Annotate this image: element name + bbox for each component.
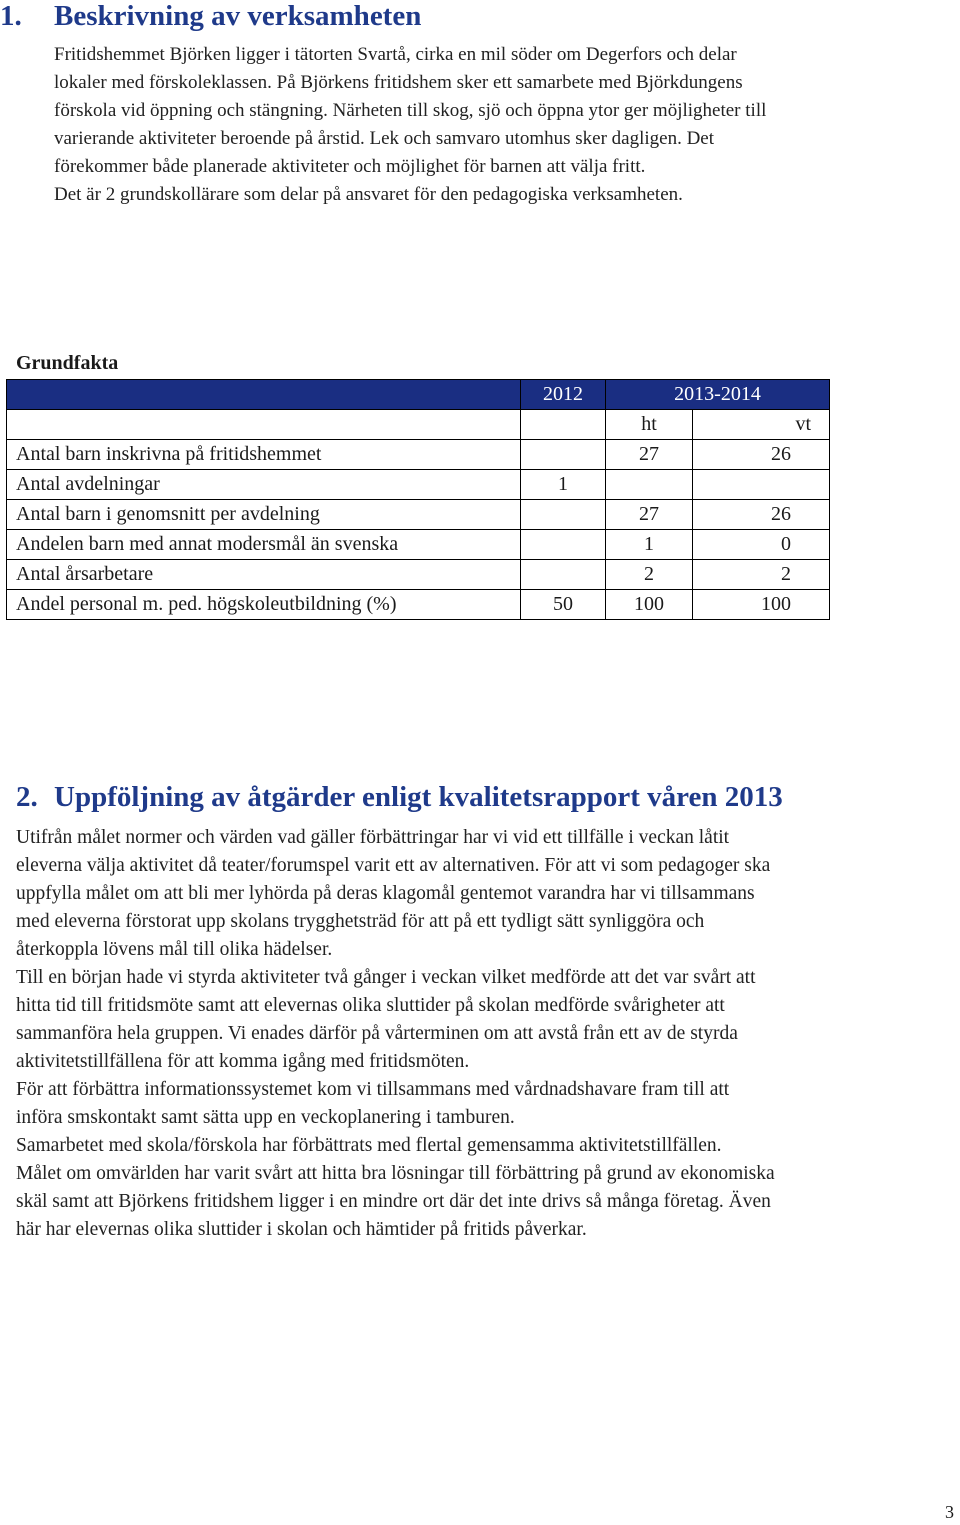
cell-2012: 50 (521, 590, 606, 620)
table-row (7, 470, 830, 500)
body-line: här har elevernas olika sluttider i skolan och hämtider på fritids påverkar. (16, 1219, 587, 1240)
table-row (7, 530, 830, 560)
cell-ht: 27 (606, 440, 693, 470)
row-label: Antal barn inskrivna på fritidshemmet (7, 440, 521, 470)
cell-vt: 2 (693, 560, 830, 590)
cell-2012 (521, 530, 606, 560)
body-line: återkoppla lövens mål till olika hädelser. (16, 939, 333, 960)
table-header-row (7, 380, 830, 410)
body-line: Utifrån målet normer och värden vad gäller förbättringar har vi vid ett tillfälle i veckan låtit (16, 827, 730, 848)
subheader-2012-cell (521, 410, 606, 440)
cell-2012: 1 (521, 470, 606, 500)
body-line: Fritidshemmet Björken ligger i tätorten Svartå, cirka en mil söder om Degerfors och delar (54, 44, 737, 65)
section-1-heading (0, 0, 421, 33)
body-line: införa smskontakt samt sätta upp en veckoplanering i tamburen. (16, 1107, 515, 1128)
body-line: Målet om omvärlden har varit svårt att hitta bra lösningar till förbättring på grund av ekonomiska (16, 1163, 775, 1184)
cell-ht: 100 (606, 590, 693, 620)
subheader-ht: ht (606, 410, 693, 440)
body-line: sammanföra hela gruppen. Vi enades därför på vårterminen om att avstå från ett av de styrda (16, 1023, 738, 1044)
cell-vt: 26 (693, 500, 830, 530)
row-label: Andel personal m. ped. högskoleutbildning (%) (7, 590, 521, 620)
body-line: aktivitetstillfällena för att komma igång med fritidsmöten. (16, 1051, 470, 1072)
section-1-title: Beskrivning av verksamheten (54, 0, 422, 32)
header-label-cell (7, 380, 521, 410)
section-1-body (54, 41, 960, 209)
body-line: För att förbättra informationssystemet kom vi tillsammans med vårdnadshavare fram till att (16, 1079, 730, 1100)
table-subheader-row (7, 410, 830, 440)
cell-2012 (521, 440, 606, 470)
cell-2012 (521, 500, 606, 530)
body-line: hitta tid till fritidsmöte samt att elevernas olika sluttider på skolan medförde svårigheter att (16, 995, 725, 1016)
body-line: varierande aktiviteter beroende på årstid. Lek och samvaro utomhus sker dagligen. Det (54, 128, 715, 149)
body-line: Till en början hade vi styrda aktiviteter två gånger i veckan vilket medförde att det var svårt att (16, 967, 756, 988)
row-label: Antal årsarbetare (7, 560, 521, 590)
body-line: Det är 2 grundskollärare som delar på ansvaret för den pedagogiska verksamheten. (54, 184, 683, 205)
table-row (7, 560, 830, 590)
body-line: eleverna välja aktivitet då teater/forumspel varit ett av alternativen. För att vi som pedagoger ska (16, 855, 771, 876)
cell-ht (606, 470, 693, 500)
cell-vt (693, 470, 830, 500)
body-line: förskola vid öppning och stängning. Närheten till skog, sjö och öppna ytor ger möjligheter till (54, 100, 767, 121)
table-row (7, 590, 830, 620)
body-line: Samarbetet med skola/förskola har förbättrats med flertal gemensamma aktivitetstillfällen. (16, 1135, 722, 1156)
cell-vt: 0 (693, 530, 830, 560)
section-2-body (16, 824, 960, 1244)
header-year-2013-2014: 2013-2014 (606, 380, 830, 410)
cell-vt: 26 (693, 440, 830, 470)
grundfakta-heading: Grundfakta (16, 352, 119, 374)
subheader-vt: vt (693, 410, 830, 440)
body-line: skäl samt att Björkens fritidshem ligger i en mindre ort där det inte drivs så många företag. Även (16, 1191, 771, 1212)
header-year-2012: 2012 (521, 380, 606, 410)
row-label: Antal avdelningar (7, 470, 521, 500)
cell-ht: 27 (606, 500, 693, 530)
section-2-heading (16, 781, 783, 814)
subheader-label-cell (7, 410, 521, 440)
grundfakta-table (6, 379, 830, 620)
table-row (7, 440, 830, 470)
body-line: lokaler med förskoleklassen. På Björkens fritidshem sker ett samarbete med Björkdungens (54, 72, 743, 93)
table-row (7, 500, 830, 530)
body-line: förekommer både planerade aktiviteter och möjlighet för barnen att välja fritt. (54, 156, 646, 177)
section-1-number: 1. (0, 0, 22, 32)
page-number: 3 (945, 1502, 954, 1522)
row-label: Andelen barn med annat modersmål än svenska (7, 530, 521, 560)
section-2-title: Uppföljning av åtgärder enligt kvalitetsrapport våren 2013 (54, 781, 783, 813)
cell-vt: 100 (693, 590, 830, 620)
body-line: uppfylla målet om att bli mer lyhörda på deras klagomål gentemot varandra har vi tillsammans (16, 883, 755, 904)
cell-ht: 2 (606, 560, 693, 590)
section-2-number: 2. (16, 781, 38, 813)
body-line: med eleverna förstorat upp skolans trygghetsträd för att på ett tydligt sätt synliggöra och (16, 911, 705, 932)
cell-ht: 1 (606, 530, 693, 560)
cell-2012 (521, 560, 606, 590)
row-label: Antal barn i genomsnitt per avdelning (7, 500, 521, 530)
